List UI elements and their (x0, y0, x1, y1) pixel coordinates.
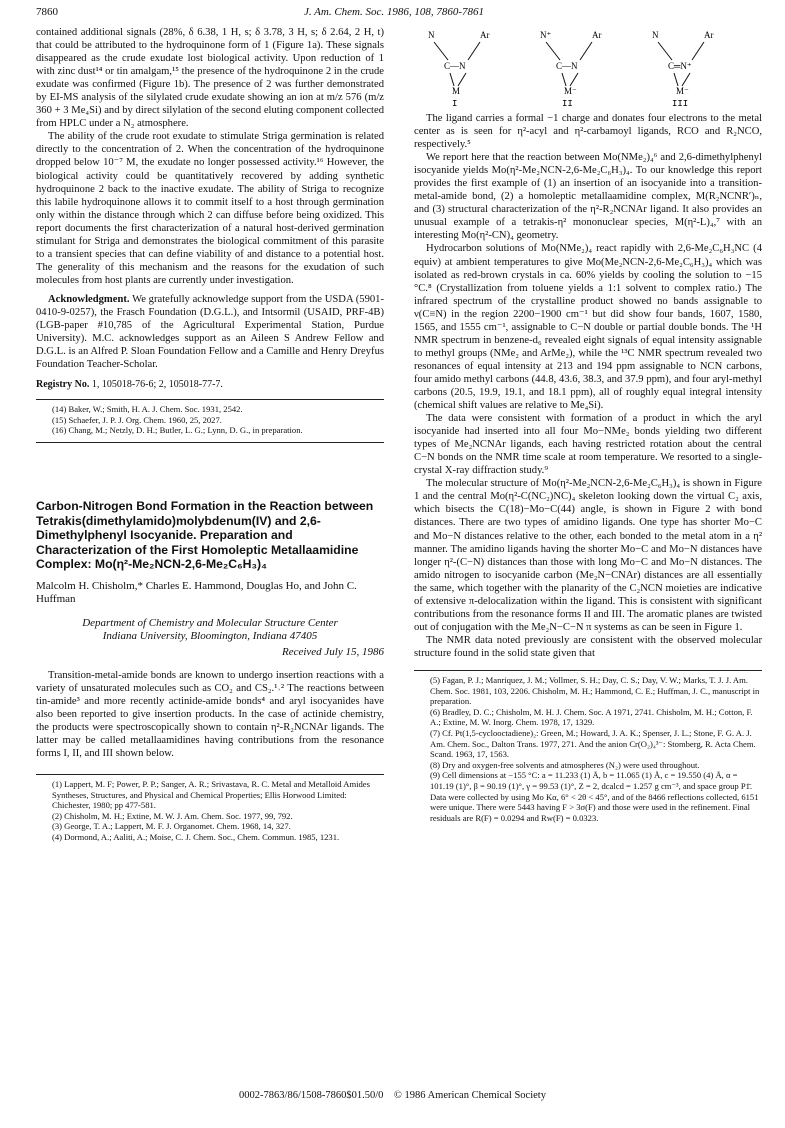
affiliation-line: Department of Chemistry and Molecular Structure Center (82, 616, 338, 629)
body-paragraph: Transition-metal-amide bonds are known to undergo insertion reactions with a variety of unsaturated molecules such as CO₂ and CS₂.¹˒² The reactions between tin-amide³ and more recently actinide-amide bonds⁴ and aryl isocyanides have also been reported to give insertion products. In the case of actinide chemistry, the products were spectroscopically shown to contain η²-R₂NCNAr ligands. The latter may be called metallaamidines having contributions from the resonance forms I, II, and III shown below. (36, 669, 384, 759)
acknowledgment-heading: Acknowledgment. (48, 293, 130, 305)
reference-item: (1) Lappert, M. F; Power, P. P.; Sanger, A. R.; Srivastava, R. C. Metal and Metalloid Amides Syntheses, Structures, and Physical and Chemical Properties; Ellis Horwood Limited: Chichester, 1980; pp 477-581. (52, 778, 370, 811)
structure-atom: Ar (592, 30, 602, 40)
reference-item: (16) Chang, M.; Netzly, D. H.; Butler, L. G.; Lynn, D. G., in preparation. (52, 425, 303, 436)
reference-item: (5) Fagan, P. J.; Manriquez, J. M.; Vollmer, S. H.; Day, C. S.; Day, V. W.; Marks, T. J. J. Am. Chem. Soc. 1981, 103, 2206. Chisholm, M. H.; Hammond, C. E.; Huffman, J. C., manuscript in preparation. (430, 674, 760, 707)
structure-atom: N⁺ (540, 30, 552, 40)
journal-citation: J. Am. Chem. Soc. 1986, 108, 7860-7861 (303, 6, 485, 18)
copyright: © 1986 American Chemical Society (393, 1090, 546, 1101)
resonance-structures (414, 26, 762, 106)
reference-list (414, 675, 762, 823)
divider (36, 399, 384, 400)
right-column (414, 26, 762, 823)
body-paragraph: contained additional signals (28%, δ 6.38, 1 H, s; δ 3.78, 3 H, s; δ 2.64, 2 H, t) that could be attributed to the hydroquinone form of 1 (Figure 1a). These signals disappeared as the crude exudate lost biological activity. Upon reduction of 1 with zinc dust¹⁴ or tin amalgam,¹⁵ the presence of the hydroquinone 2 in the crude exudate was confirmed (Figure 1b). The presence of 2 was further demonstrated by EI-MS analysis of the silylated crude exudate showing an ion at m/z 576 (m/z 360 + 3 Me₄Si) and by direct silylation of the second eluting component collected from HPLC under a N₂ atmosphere. (36, 27, 384, 130)
acknowledgment (36, 293, 384, 371)
reference-item: (2) Chisholm, M. H.; Extine, M. W. J. Am. Chem. Soc. 1977, 99, 792. (52, 810, 293, 821)
reference-item: (9) Cell dimensions at −155 °C: a = 11.233 (1) Å, b = 11.065 (1) Å, c = 19.550 (4) Å, α = 101.19 (1)°, β = 90.19 (1)°, γ = 99.53 (1)°, Z = 2, dcalcd = 1.257 g cm⁻³, and space group P1̄. Data were collected by using Mo Kα, 6° < 2θ < 45°, and of the 8466 reflections collected, 6151 were unique. There were 5443 having F > 3σ(F) and those were used in the refinement. Final residuals are R(F) = 0.0294 and Rw(F) = 0.0323. (430, 770, 759, 823)
registry-label: Registry No. (36, 379, 90, 391)
divider (36, 774, 384, 775)
reference-list (36, 779, 384, 843)
structure-label: II (562, 99, 573, 106)
received-date: Received July 15, 1986 (281, 645, 384, 658)
registry-numbers (36, 378, 384, 391)
structure-atom: N (428, 30, 435, 40)
article-code: 0002-7863/86/1508-7860$01.50/0 (239, 1090, 384, 1101)
structure-atom: Ar (704, 30, 714, 40)
body-paragraph: The molecular structure of Mo(η²-Me₂NCN-2,6-Me₂C₆H₃)₄ is shown in Figure 1 and the central Mo(η²-C(NC₂)NC)₄ skeleton looking down the virtual C₂ axis, which bisects the C(18)−Mo−C(44) angle, is shown in Figure 2 with bond distances. There are two types of amidino ligands. One type has shorter Mo−C and Mo−N distances relative to the other, each bonded to the metal atom in a η² manner. The amidino ligands having the shorter Mo−C and Mo−N distances have longer η²-(C−N) distances than those with long Mo−C and Mo−N distances. The amido nitrogen to isocyanide carbon (Me₂N−CNAr) distances are all essentially the same, which together with the planarity of the C₂NCN moieties are indicative of extensive π-delocalization within the ligand. This is consistent with significant contributions from the resonance forms II and III. The aromatic planes are twisted out of conjugation with the Me₂N−C−N π systems as can be seen in Figure 1. (414, 478, 762, 633)
structure-I (428, 30, 490, 106)
running-header (36, 6, 752, 22)
body-paragraph: The NMR data noted previously are consistent with the observed molecular structure found in the solid state given that (414, 634, 762, 659)
structure-label: I (452, 99, 458, 106)
structure-atom: M⁻ (676, 86, 689, 96)
structure-atom: M (452, 86, 461, 96)
structure-label: III (672, 99, 689, 106)
reference-item: (8) Dry and oxygen-free solvents and atmospheres (N₂) were used throughout. (430, 759, 700, 770)
reference-item: (15) Schaefer, J. P. J. Org. Chem. 1960, 25, 2027. (52, 414, 222, 425)
page-footer (0, 1090, 785, 1101)
reference-item: (7) Cf. Pt(1,5-cyclooctadiene)₂: Green, M.; Howard, J. A. K.; Spenser, J. L.; Stone, F. G. A. J. Am. Chem. Soc., Dalton Trans. 1977, 271. And the anion Cr(O₂)₄³⁻: Stomberg, R. Acta Chem. Scand. 1963, 17, 1563. (430, 727, 756, 760)
authors: Malcolm H. Chisholm,* Charles E. Hammond, Douglas Ho, and John C. Huffman (36, 579, 357, 606)
reference-item: (14) Baker, W.; Smith, H. A. J. Chem. Soc. 1931, 2542. (52, 404, 243, 415)
body-paragraph: Hydrocarbon solutions of Mo(NMe₂)₄ react rapidly with 2,6-Me₂C₆H₃NC (4 equiv) at ambient temperatures to give Mo(Me₂NCN-2,6-Me₂C₆H₃)₄ which was isolated as red-brown crystals in ca. 60% yields by cooling the solution to −15 °C.⁸ (Crystallization from toluene yields a 1:1 solvent to complex ratio.) The infrared spectrum of the crystalline product showed no bands assignable to ν(C≡N) in the region 2200−1900 cm⁻¹ but did show four bands, 1607, 1580, 1565, and 1555 cm⁻¹, assignable to C−N double or partial double bonds. The ¹H NMR spectrum in benzene-d₆ revealed eight signals of equal intensity assignable to methyl groups (NMe₂ and ArMe₂), while the ¹³C NMR spectrum revealed two resonances of equal intensity at 213 and 194 ppm assignable to NCN carbons, four amido methyl carbons (44.8, 43.6, 38.3, and 37.9 ppm), and four aryl-methyl carbons (20.5, 19.9, 19.1, and 18.1 ppm), all of roughly equal integral intensity (chemical shift values are relative to Me₄Si). (414, 243, 762, 412)
structure-bond: C—N (444, 61, 466, 71)
reference-item: (3) George, T. A.; Lappert, M. F. J. Organomet. Chem. 1968, 14, 327. (52, 821, 291, 832)
structure-atom: Ar (480, 30, 490, 40)
body-paragraph: We report here that the reaction between Mo(NMe₂)₄⁶ and 2,6-dimethylphenyl isocyanide yields Mo(η²-Me₂NCN-2,6-Me₂C₆H₃)₄. To our knowledge this report provides the first example of (1) an insertion of an isocyanide into a transition-metal-amide bond, (2) a homoleptic metallaamidine complex, M(R₂NCNR′)ₙ, and (3) structural characterization of the η²-R₂NCNAr ligand. It also provides an unusual example of a tetrakis-η² mononuclear species, M(η²-L)₄,⁷ with an interesting Mo(η²-CN)₄ geometry. (414, 152, 762, 242)
structure-II (540, 30, 602, 106)
structure-bond: C═N⁺ (668, 61, 692, 71)
divider (36, 442, 384, 443)
body-paragraph: The ligand carries a formal −1 charge and donates four electrons to the metal center as is seen for η²-acyl and η²-carbamoyl ligands, RCO and R₂NCO, respectively.⁵ (414, 113, 762, 151)
body-paragraph: The data were consistent with formation of a product in which the aryl isocyanide had inserted into all four Mo−NMe₂ bonds yielding two different types of Me₂NCNAr ligands, each having restricted rotation about the central C−N bonds on the NMR time scale at room temperature. We resorted to a single-crystal X-ray diffraction study.⁹ (414, 413, 762, 477)
affiliation (36, 617, 384, 644)
structure-bond: C—N (556, 61, 578, 71)
registry-text: 1, 105018-76-6; 2, 105018-77-7. (91, 379, 223, 391)
page-number: 7860 (36, 6, 58, 18)
body-paragraph: The ability of the crude root exudate to stimulate Striga germination is related directly to the concentration of 2. When the concentration of the hydroquinone dropped below 10⁻⁷ M, the exudate no longer possessed activity.¹⁶ However, the biological activity could be quantitatively recovered by adding synthetic hydroquinone 2 back to the inactive exudate. The ability of Striga to recognize this labile hydroquinone allows it to commit itself to a host through germination only within the distance through which 2 can diffuse before being oxidized. This report documents the first characterization of a natural host-derived germination stimulant for Striga and demonstrates the biological commitment of this parasite to a transient species that can define viability of and distance to a potential host. The generality of this mechanism and the reasons for the exudation of such molecules from host plants are currently under investigation. (36, 131, 384, 286)
reference-item: (4) Dormond, A.; Aaliti, A.; Moise, C. J. Chem. Soc., Chem. Commun. 1985, 1231. (52, 831, 340, 842)
affiliation-line: Indiana University, Bloomington, Indiana 47405 (102, 630, 318, 643)
structure-III (652, 30, 714, 106)
reference-list (36, 404, 384, 436)
structure-atom: M⁻ (564, 86, 577, 96)
resonance-structures-figure (414, 26, 762, 106)
article-title: Carbon-Nitrogen Bond Formation in the Reaction between Tetrakis(dimethylamido)molybdenum(IV) and 2,6-Dimethylphenyl Isocyanide. Preparation and Characterization of the First Homoleptic Metallaamidine Complex: Mo(η²-Me₂NCN-2,6-Me₂C₆H₃)₄ (36, 499, 374, 572)
divider (414, 670, 762, 671)
acknowledgment-text: We gratefully acknowledge support from the USDA (5901-0410-9-0257), the Frasch Foundation (D.G.L.), and Intsormil (USAID, PRF-4B) (LGB-paper #10,785 of the Agricultural Experimental Station, Purdue University). M.C. acknowledges support as an Aileen S Andrew Fellow and D.G.L. is an Alfred P. Sloan Foundation Fellow and a Camille and Henry Dreyfus Foundation Teacher-Scholar. (36, 293, 384, 371)
left-column (36, 26, 384, 842)
structure-atom: N (652, 30, 659, 40)
reference-item: (6) Bradley, D. C.; Chisholm, M. H. J. Chem. Soc. A 1971, 2741. Chisholm, M. H.; Cotton, F. A.; Extine, M. W. Inorg. Chem. 1978, 17, 1329. (430, 706, 753, 728)
